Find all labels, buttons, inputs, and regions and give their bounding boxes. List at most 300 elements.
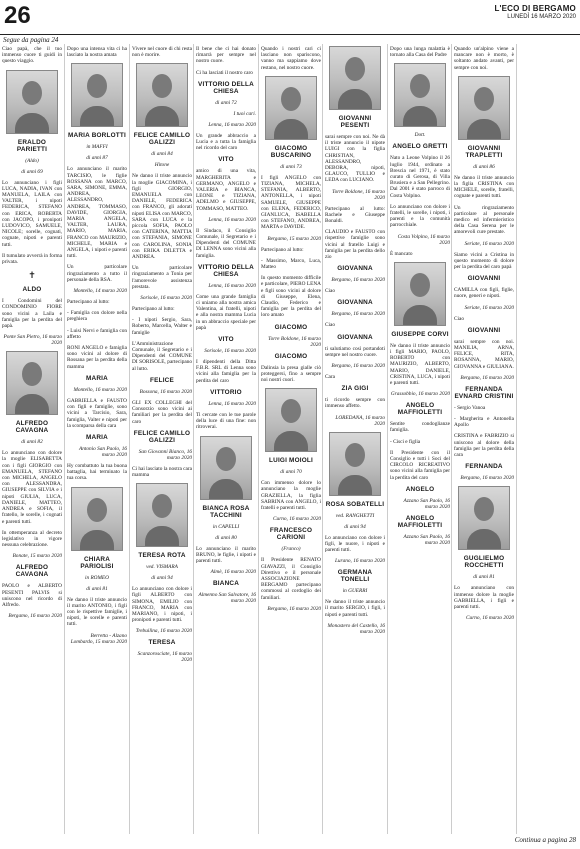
notice-text: Lo annunciano con dolore i figli ALBERTO con SIMONA, EMILIO con FRANCO, MARIA con MARIANO, i nipoti, i pronipoti e parenti tutti. — [132, 586, 192, 624]
notice-subtitle: (Aldo) — [25, 157, 39, 164]
deceased-name: ALFREDO CAVAGNA — [15, 564, 49, 579]
obituary-entry — [454, 241, 514, 247]
notice-signature: I tuoi cari. — [233, 110, 256, 117]
notice-text: RONI ANGELO e famiglia sono vicini al dolore di Rossana per la perdita della mamma — [67, 345, 127, 370]
notice-text: È mancato — [390, 250, 413, 257]
obituary-entry — [325, 501, 385, 508]
notice-signature: Bergamo, 16 marzo 2020 — [331, 363, 385, 370]
notice-signature: Berretta - Alzano Lombardo, 15 marzo 2020 — [70, 632, 127, 645]
notice-text: - Cisci e figlia — [390, 438, 421, 445]
obituary-entry — [2, 530, 62, 549]
obituary-entry — [390, 391, 450, 397]
obituary-entry — [196, 46, 256, 65]
portrait-photo — [265, 76, 317, 140]
obituary-entry — [2, 553, 62, 559]
obituary-entry — [390, 486, 450, 493]
notice-text: Dalinsia la presa gialle ciò proteggersi, fino a sempre noi nostri cuori. — [261, 364, 321, 384]
obituary-entry — [2, 298, 62, 329]
obituary-entry — [390, 343, 450, 386]
cross-symbol: ✝ — [28, 270, 36, 281]
notice-text: - Sergio Vanoa — [454, 404, 486, 411]
notice-text: Ne danno il triste annuncio la moglie GIACOMINA, i figli GIORGIO, EMANUELA con DANIELE, FEDERICA con FRANCO, gli adorati nipoti ELISA con MARCO, SARA con LUCA e la piccola SOFIA, PAOLO con CATERINA, MATTIA con STEFANIA, SIMONE con CAROLINA, SONIA con ERIKA DILETTA e ANDREA. — [132, 173, 192, 261]
notice-text: Cara — [325, 374, 335, 381]
obituary-entry — [196, 389, 256, 396]
deceased-name: ROSA SOBATELLI — [325, 500, 385, 508]
obituary-entry — [132, 151, 192, 157]
obituary-entry — [196, 524, 256, 530]
notice-text: Lo annunciano con dolore la moglie ELISABETTA con i figli GIORGIO con EMANUELA, STEFANO con MICHELA, ANGELO con ALESSANDRA, GIUSEPPE con SILVIA e i nipoti GIULIA, LUCA, DANIELE, MATTEO, ANDREA e SOFIA, il fratello, le sorelle, i cognati e parenti tutti. — [2, 450, 62, 525]
obituary-entry — [196, 168, 256, 211]
obituary-entry — [325, 513, 385, 519]
obituary-entry — [196, 412, 256, 431]
notice-text: Lo annunciano con dolore i figli, le nuore, i nipoti e parenti tutti. — [325, 534, 385, 554]
notice-signature: Bergamo, 16 marzo 2020 — [460, 475, 514, 482]
obituary-entry — [2, 613, 62, 619]
deceased-name: ALDO — [22, 286, 42, 294]
obituary-entry — [132, 63, 192, 127]
notice-text: Il Presidente RENATO GIAVAZZI, il Consiglio Direttivo e il personale ASSOCIAZIONE BERGAMO partecipano commossi al cordoglio dei familiari. — [261, 557, 321, 601]
obituary-entry — [325, 346, 385, 358]
notice-text: Lo annunciano con dolore i fratelli, le sorelle, i nipoti, i parenti e la comunità parrocchiale. — [390, 203, 450, 229]
obituary-entry — [67, 328, 127, 340]
notice-subtitle: (Franco) — [281, 546, 301, 553]
notice-signature: Sorisole, 16 marzo 2020 — [204, 348, 256, 355]
obituary-entry — [325, 288, 385, 294]
notice-subtitle: in ROMEO — [85, 574, 109, 581]
deceased-name: MARIA — [86, 433, 108, 441]
obituary-entry — [196, 569, 256, 575]
obituary-entry — [2, 139, 62, 153]
obituary-entry — [454, 175, 514, 200]
notice-subtitle: Hitone — [154, 162, 170, 169]
notice-text: ti ricordo sempre con immenso affetto. — [325, 397, 385, 410]
notice-text: Ne danno il triste annuncio la figlia CRISTINA con MICHELE, sorelle, fratelli, cognate e parenti tutti. — [454, 174, 514, 200]
obituary-entry — [132, 341, 192, 372]
obituary-entry — [196, 505, 256, 519]
obituary-entry — [454, 475, 514, 481]
portrait-photo — [394, 262, 446, 326]
notice-signature: San Giovanni Bianco, 16 marzo 2020 — [138, 448, 192, 461]
obituary-entry — [196, 535, 256, 541]
obituary-entry — [132, 564, 192, 570]
obituary-entry — [390, 402, 450, 416]
notice-subtitle: di anni 72 — [215, 99, 237, 106]
obituary-entry — [67, 310, 127, 322]
obituary-entry — [390, 331, 450, 338]
obituary-entry — [390, 132, 450, 138]
notice-subtitle: di anni 94 — [151, 575, 173, 582]
notice-signature: Torre Boldone, 16 marzo 2020 — [268, 335, 321, 348]
obituary-entry — [390, 498, 450, 510]
deceased-name: GIACOMO BUSCARINO — [270, 144, 312, 159]
obituary-entry — [132, 628, 192, 634]
obituary-entry — [196, 156, 256, 163]
obituary-entry — [67, 446, 127, 458]
deceased-name: GIOVANNA — [337, 265, 373, 273]
notice-subtitle: di anni 81 — [86, 585, 108, 592]
notice-text: I dipendenti della Ditta F.B.R. SRL di Lenna sono vicini alla famiglia per la perdita del caro — [196, 359, 256, 384]
deceased-name: VITO — [218, 336, 234, 344]
notice-subtitle: di anni 80 — [215, 534, 237, 541]
obituary-entry — [67, 132, 127, 139]
obituary-entry — [261, 469, 321, 475]
obituary-entry — [2, 286, 62, 293]
obituary-entry — [325, 115, 385, 129]
obituary-entry — [196, 111, 256, 117]
notice-text: Ciao — [325, 288, 336, 295]
notice-text: Quando i nostri cari ci lasciano non spariscono, vanno ma sappiamo dove restano, nel nostro cuore. — [261, 46, 321, 71]
column-2 — [64, 44, 129, 834]
obituary-entry — [390, 155, 450, 198]
obituary-entry — [196, 401, 256, 407]
obituary-entry — [132, 46, 192, 58]
notice-text: Nato a Leone Volpino il 26 luglio 1944, ordinato a Brescia nel 1971, è stato curato di Gerosa, di Villa Brusiera e a San Pellegrino. Dal 2001 è stato parroco di Costa Volpino. — [390, 155, 450, 199]
obituary-entry — [454, 76, 514, 140]
notice-signature: Bergamo, 15 marzo 2020 — [267, 235, 321, 242]
obituary-entry — [2, 334, 62, 346]
notice-text: Con immenso dolore lo annunciano la moglie GRAZIELLA, la figlia SABRINA con ANGELO, i fratelli e parenti tutti. — [261, 480, 321, 512]
obituary-entry — [261, 516, 321, 522]
obituary-entry — [2, 583, 62, 608]
obituary-entry — [67, 586, 127, 592]
obituary-entry — [132, 430, 192, 444]
notice-text: CRISTINA e FABRIZIO si uniscono al dolore della famiglia per la perdita della cara — [454, 433, 514, 459]
obituary-entry — [261, 258, 321, 270]
deceased-name: GIOVANNI — [467, 326, 501, 334]
notice-text: - Famiglia con dolore nella preghiera — [67, 310, 127, 323]
notice-text: Il bene che ci hai donato rimarrà per sempre nel nostro cuore. — [196, 46, 256, 65]
notice-text: - Luisi Nervi e famiglia con affetto — [67, 327, 127, 340]
obituary-entry — [325, 535, 385, 554]
obituary-entry — [196, 580, 256, 587]
obituary-entry — [196, 436, 256, 500]
obituary-entry — [390, 63, 450, 127]
obituary-entry — [261, 606, 321, 612]
notice-signature: Scanzorosciate, 16 marzo 2020 — [137, 651, 192, 664]
notice-text: - Margherita e Antonella Apollo — [454, 416, 514, 429]
obituary-entry — [390, 234, 450, 246]
deceased-name: LUIGI MOIOLI — [269, 457, 313, 465]
notice-subtitle: di anni 81 — [473, 574, 495, 581]
notice-signature: Bergamo, 16 marzo 2020 — [331, 311, 385, 318]
obituary-entry — [325, 299, 385, 306]
notice-text: ti salutiamo così portandoti sempre nel nostro cuore. — [325, 345, 385, 358]
obituary-entry — [325, 277, 385, 283]
notice-signature: Ponte San Pietro, 16 marzo 2020 — [3, 334, 62, 347]
notice-text: Lo annunciano il marito TARCISIO, le figlie ROSSANA con MARCO, SARA, SIMONE, EMMA, ANDREA, ALESSANDRO, ANDREA, TOMMASO, DAVIDE, GIORGIA, MARIA ANGELA, VALTER, LAURA, MARIO, MARIA, FRANCO con MAURIZIO, MICHELE, MARIA e ANGELA, i nipoti e parenti tutti. — [67, 166, 127, 260]
notice-text: Un particolare ringraziamento a tutto il personale della RSA. — [67, 264, 127, 283]
obituary-entry — [67, 434, 127, 441]
obituary-entry — [261, 236, 321, 242]
obituary-entry — [454, 305, 514, 311]
notice-signature: Bonate, 15 marzo 2020 — [12, 553, 62, 560]
obituary-entry — [261, 336, 321, 348]
column-4 — [193, 44, 258, 834]
obituary-entry — [196, 348, 256, 354]
notice-text: Partecipano al lutto: — [261, 246, 304, 253]
notice-text: Un grande abbraccio a Lucia e a tutta la famiglia nel ricordo del caro — [196, 132, 256, 152]
obituary-entry — [132, 449, 192, 461]
column-7 — [387, 44, 452, 834]
obituary-entry — [196, 100, 256, 106]
notice-subtitle: in MAFFI — [86, 144, 108, 151]
obituary-entry — [454, 386, 514, 400]
deceased-name: VITTORIO DELLA CHIESA — [198, 80, 254, 95]
obituary-entry — [261, 247, 321, 253]
notice-subtitle: di anni 69 — [21, 168, 43, 175]
notice-signature: Seriate, 16 marzo 2020 — [464, 304, 514, 311]
obituary-entry — [325, 229, 385, 260]
notice-text: amico di una vita, MARGHERITA e GERMANO, ANGELO e VALERIA e BIANCA, LEONE e TIZIANA, ADELMO e GIUSEPPE, TOMMASO, MATTEO. — [196, 168, 256, 212]
obituary-entry — [132, 586, 192, 623]
notice-subtitle: in GUERRI — [342, 588, 368, 595]
obituary-entry — [390, 204, 450, 229]
obituary-entry — [454, 416, 514, 428]
notice-signature: LOREDANA, 16 marzo 2020 — [335, 414, 385, 427]
issue-date: LUNEDÌ 16 MARZO 2020 — [507, 14, 576, 20]
notice-signature: Lenna, 16 marzo 2020 — [208, 216, 256, 223]
obituary-entry — [325, 588, 385, 594]
continued-to: Continua a pagina 28 — [514, 836, 576, 844]
notice-text: Lo annunciano i figli LUCA, NADIA, IVAN con MANUELA, LAILA con VALTER, i nipoti FEDERICA, STEFANO con ERICA, ROBERTA con JACOPO, i pronipoti LUDOVICO, SAMUELE, NICOLE; sorelle, cognati, cognate, nipoti e parenti tutti. — [2, 179, 62, 248]
obituary-entry — [325, 322, 385, 328]
obituary-entry — [196, 359, 256, 384]
obituary-entry — [67, 155, 127, 161]
deceased-name: FELICE — [150, 376, 174, 384]
obituary-entry — [132, 162, 192, 168]
deceased-name: FELICE CAMILLO GALIZZI — [133, 132, 191, 147]
deceased-name: BIANCA — [212, 580, 240, 588]
deceased-name: FERNANDA — [465, 463, 503, 471]
obituary-entry — [132, 575, 192, 581]
obituary-entry — [67, 398, 127, 429]
obituary-entry — [2, 564, 62, 578]
notice-subtitle: di anni 70 — [280, 469, 302, 476]
notice-signature: Azzano San Paolo, 16 marzo 2020 — [403, 533, 450, 546]
notice-signature: Curno, 16 marzo 2020 — [273, 516, 321, 523]
notice-signature: Monastero del Castello, 16 marzo 2020 — [327, 622, 385, 635]
obituary-entry — [390, 262, 450, 326]
obituary-entry — [67, 299, 127, 305]
notice-signature: Antonio San Paolo, 16 marzo 2020 — [79, 445, 127, 458]
obituary-entry — [67, 264, 127, 283]
obituary-entry — [325, 415, 385, 427]
portrait-photo — [458, 76, 510, 140]
obituary-entry — [325, 134, 385, 184]
deceased-name: VITO — [218, 156, 234, 164]
column-1 — [0, 44, 64, 834]
notice-signature: Bergamo, 16 marzo 2020 — [331, 277, 385, 284]
obituary-entry — [454, 585, 514, 610]
obituary-entry — [196, 336, 256, 343]
deceased-name: TERESA ROTA — [138, 552, 186, 560]
obituary-entry — [132, 483, 192, 547]
deceased-name: TERESA — [148, 639, 176, 647]
obituary-entry — [454, 615, 514, 621]
obituary-entry — [261, 175, 321, 231]
deceased-name: GIUSEPPE CORVI — [391, 330, 449, 338]
obituary-entry — [132, 377, 192, 384]
newspaper-name: L'ECO DI BERGAMO — [494, 4, 576, 13]
notice-text: Ne danno il triste annuncio i figli MARIO, PAOLO, ROBERTO con MAURIZIO, ALBERTO, MARIO, DANIELE, CRISTINA, LUCA, i nipoti e parenti tutti. — [390, 342, 450, 387]
deceased-name: GUGLIELMO ROCCHETTI — [463, 555, 505, 570]
obituary-entry — [325, 432, 385, 496]
obituary-entry — [196, 217, 256, 223]
notice-text: - I nipoti Sergio, Sara, Roberto, Marcella, Walter e famiglie — [132, 317, 192, 336]
deceased-name: FERNANDA EVNARD CRISTINI — [454, 385, 514, 400]
obituary-entry — [325, 524, 385, 530]
deceased-name: MARIA — [86, 374, 108, 382]
notice-text: Vivere nel cuore di chi resta non è morire. — [132, 46, 192, 59]
obituary-entry — [67, 288, 127, 294]
obituary-entry — [67, 46, 127, 58]
obituary-entry — [261, 46, 321, 71]
notice-text: I figli ANGELO con TIZIANA, MICHELA, STEFANIA, ALBERTO, ANTONELLA, i nipoti SAMUELE, GIUSEPPE con ELENA, FEDERICO, GIANLUCA, ISABELLA con STEFANO, ANDREA, MARTA e DAVIDE. — [261, 174, 321, 231]
obituary-entry — [2, 351, 62, 415]
column-6 — [322, 44, 387, 834]
portrait-photo — [200, 436, 252, 500]
column-3 — [129, 44, 194, 834]
obituary-grid — [0, 44, 580, 834]
obituary-entry — [390, 46, 450, 58]
notice-text: GABRIELLA e FAUSTO con figli e famiglie, sono vicini a Tarcisio, Sara, famiglia, Valter e nipoti per la scomparsa della cara — [67, 397, 127, 429]
notice-subtitle: di anni 86 — [473, 163, 495, 170]
deceased-name: GIACOMO — [274, 352, 308, 360]
obituary-entry — [325, 206, 385, 225]
obituary-entry — [325, 623, 385, 635]
obituary-entry — [454, 463, 514, 470]
obituary-entry — [454, 574, 514, 580]
notice-text: I Condomini del CONDOMINIO FIORE sono vicini a Laila e famiglia per la perdita del papà. — [2, 298, 62, 330]
portrait-photo — [265, 388, 317, 452]
notice-text: L'Amministrazione Comunale, il Segretario e i Dipendenti del COMUNE DI SORISOLE, partecipano al lutto. — [132, 340, 192, 372]
notice-text: In ottemperanza al decreto legislativo in vigore nessuna celebrazione. — [2, 529, 62, 549]
obituary-entry — [2, 158, 62, 164]
obituary-entry — [454, 205, 514, 236]
obituary-entry — [67, 575, 127, 581]
notice-text: Ne danno il triste annuncio il marito ANTONIO, i figli con le rispettive famiglie, i nipoti, le sorelle e parenti tutti. — [67, 596, 127, 628]
obituary-entry — [261, 145, 321, 159]
notice-subtitle: in CAPELLI — [212, 523, 240, 530]
obituary-entry — [132, 651, 192, 663]
obituary-entry — [390, 515, 450, 529]
portrait-photo — [394, 63, 446, 127]
obituary-entry — [2, 450, 62, 524]
obituary-entry — [325, 189, 385, 201]
deceased-name: VITTORIO — [210, 388, 242, 396]
notice-text: Ci hai lasciato la nostra cara mamma — [132, 465, 192, 478]
notice-text: Lo annunciano il marito BRUNO, le figlie, i nipoti e parenti tutti. — [196, 545, 256, 564]
deceased-name: GIOVANNI TRAPLETTI — [465, 144, 503, 159]
portrait-photo — [136, 483, 188, 547]
notice-text: sarai sempre con noi. MANILIA, ARNA, FELICE, RITA, ROSANNA, MARIO, GIOVANNA e GIULIANA. — [454, 338, 514, 370]
obituary-entry — [390, 450, 450, 481]
obituary-entry — [132, 306, 192, 312]
deceased-name: CHIARA PARIOLISI — [80, 555, 114, 570]
page-header — [0, 0, 580, 35]
obituary-entry — [261, 388, 321, 452]
obituary-entry — [67, 463, 127, 482]
portrait-photo — [71, 487, 123, 551]
obituary-entry — [261, 353, 321, 360]
notice-text: Un ringraziamento particolare al personale medico ed infermieristico della Casa Serena per le amorevoli cure prestate. — [454, 204, 514, 236]
portrait-photo — [6, 351, 58, 415]
obituary-entry — [390, 251, 450, 257]
obituary-entry — [325, 363, 385, 369]
notice-text: sarai sempre con noi. Ne dà il triste annuncio il nipote LUIGI con la figlia CHRISTIAN, ALESSANDRO, DEBORA, nipoti, GLAUCO, TULLIO e LEDA con LUCIANO. — [325, 134, 385, 184]
obituary-entry — [325, 397, 385, 409]
obituary-entry — [454, 555, 514, 569]
notice-signature: Bergamo, 16 marzo 2020 — [267, 605, 321, 612]
portrait-photo — [329, 432, 381, 496]
obituary-entry — [132, 389, 192, 395]
obituary-entry — [196, 228, 256, 259]
notice-signature: Lenna, 16 marzo 2020 — [208, 282, 256, 289]
obituary-entry — [325, 334, 385, 341]
obituary-entry — [2, 270, 62, 281]
obituary-entry — [2, 169, 62, 175]
obituary-entry — [67, 375, 127, 382]
notice-text: Lo annunciano con immenso dolore la moglie GABRIELLA, i figli e parenti tutti. — [454, 585, 514, 610]
deceased-name: ALFREDO CAVAGNA — [15, 420, 49, 435]
obituary-entry — [390, 421, 450, 433]
deceased-name: ANGELO MAFFIOLETTI — [397, 402, 443, 417]
obituary-entry — [261, 76, 321, 140]
notice-text: Ciao — [454, 315, 465, 322]
notice-signature: Torre Boldone, 16 marzo 2020 — [332, 188, 385, 201]
obituary-entry — [196, 81, 256, 95]
notice-signature: Sorisole, 16 marzo 2020 — [140, 295, 192, 302]
notice-signature: Trebuilina, 16 marzo 2020 — [135, 628, 192, 635]
notice-text: Il tumulato avverrà in forma privata. — [2, 252, 63, 266]
notice-subtitle: di anni 82 — [21, 439, 43, 446]
obituary-entry — [196, 294, 256, 331]
deceased-name: VITTORIO DELLA CHIESA — [198, 263, 254, 278]
obituary-entry — [67, 387, 127, 393]
notice-text: Dopo una lunga malattia è tornato alla Casa del Padre — [390, 46, 450, 59]
notice-signature: Lenna, 16 marzo 2020 — [208, 121, 256, 128]
continued-from: Segue da pagina 24 — [3, 36, 59, 44]
obituary-entry — [196, 122, 256, 128]
notice-text: CLAUDIO e FAUSTO con rispettive famiglie sono vicini al fratello Luigi e famiglia per la perdita dello zio — [325, 229, 385, 261]
column-9 — [516, 44, 580, 834]
obituary-entry — [390, 534, 450, 546]
notice-signature: Montello, 14 marzo 2020 — [73, 288, 127, 295]
notice-text: Ci ha lasciati il nostro caro — [196, 69, 253, 76]
notice-subtitle: ved. RANGHETTI — [335, 512, 375, 519]
obituary-entry — [67, 345, 127, 370]
deceased-name: MARIA BORLOTTI — [68, 132, 126, 140]
portrait-photo — [329, 46, 381, 110]
obituary-entry — [261, 365, 321, 384]
deceased-name: GIACOMO — [274, 323, 308, 331]
notice-signature: Bergamo, 16 marzo 2020 — [460, 374, 514, 381]
notice-text: - Massimo, Marco, Luca, Matteo — [261, 257, 321, 271]
obituary-entry — [67, 144, 127, 150]
portrait-photo — [6, 70, 58, 134]
obituary-entry — [390, 439, 450, 445]
notice-text: Ti cercate con le tue parole della luce di una fine: non ritroverai. — [196, 411, 256, 431]
obituary-entry — [196, 546, 256, 565]
obituary-entry — [132, 639, 192, 646]
portrait-photo — [458, 486, 510, 550]
obituary-entry — [2, 420, 62, 434]
obituary-entry — [132, 466, 192, 478]
notice-text: CAMILLA con figli, figlie, nuore, generi e nipoti. — [454, 287, 514, 300]
obituary-entry — [196, 283, 256, 289]
deceased-name: GIOVANNA — [337, 333, 373, 341]
notice-text: Quando un'alpino viene a mancare non è morto, è soltanto andato avanti, per sempre con noi. — [454, 46, 514, 71]
